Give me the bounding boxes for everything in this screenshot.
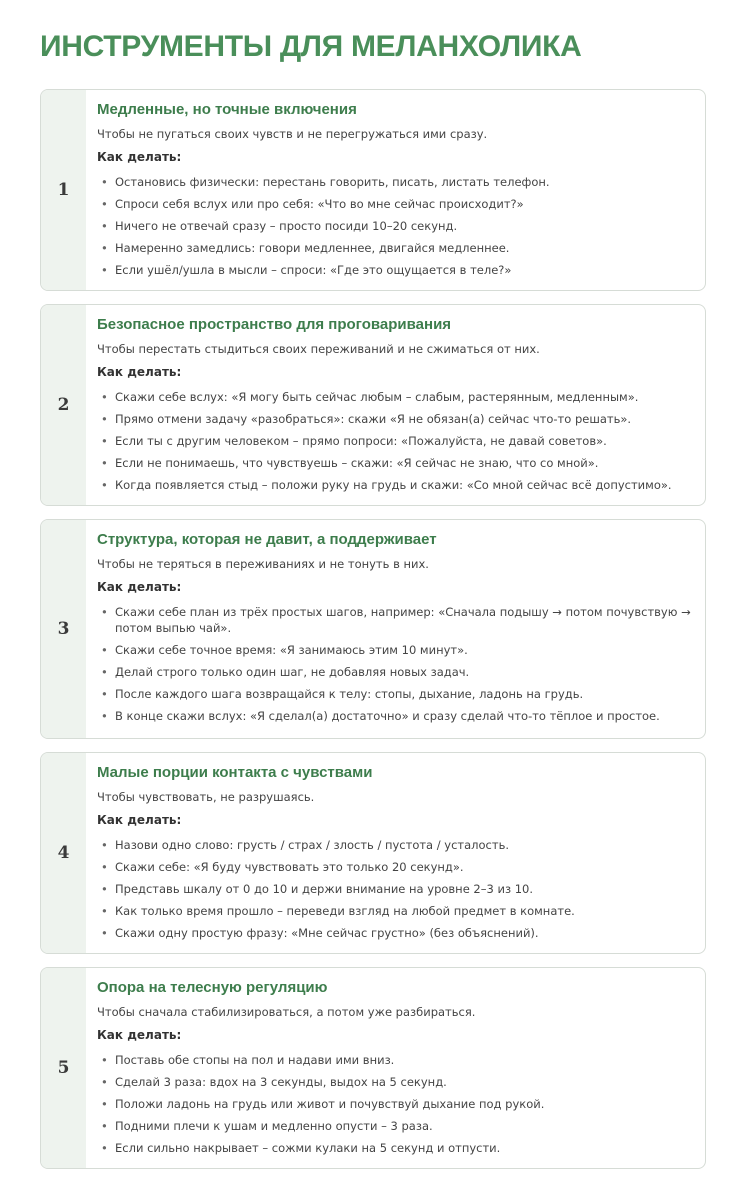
card-subtitle: Чтобы чувствовать, не разрушаясь. xyxy=(97,790,315,804)
step-item: • Если не понимаешь, что чувствуешь – скажи: «Я сейчас не знаю, что со мной». xyxy=(97,455,672,471)
steps-list xyxy=(97,1052,544,1162)
steps-list xyxy=(97,389,672,499)
step-item: • Когда появляется стыд – положи руку на грудь и скажи: «Со мной сейчас всё допустимо». xyxy=(97,477,672,493)
card-number-column xyxy=(41,520,86,738)
howto-label: Как делать: xyxy=(97,580,182,594)
step-item: • Как только время прошло – переведи взгляд на любой предмет в комнате. xyxy=(97,903,575,919)
card-number: 4 xyxy=(57,843,70,863)
card-4 xyxy=(40,752,706,954)
step-item: • Если ушёл/ушла в мысли – спроси: «Где это ощущается в теле?» xyxy=(97,262,550,278)
card-title: Безопасное пространство для проговаривания xyxy=(97,316,452,333)
card-number: 5 xyxy=(57,1058,70,1078)
howto-label: Как делать: xyxy=(97,150,182,164)
howto-label: Как делать: xyxy=(97,813,182,827)
step-item: • Сделай 3 раза: вдох на 3 секунды, выдох на 5 секунд. xyxy=(97,1074,544,1090)
card-number-column xyxy=(41,305,86,505)
card-2 xyxy=(40,304,706,506)
card-number-column xyxy=(41,753,86,953)
step-item: • Остановись физически: перестань говорить, писать, листать телефон. xyxy=(97,174,550,190)
card-number-column xyxy=(41,968,86,1168)
step-item: • Намеренно замедлись: говори медленнее, двигайся медленнее. xyxy=(97,240,550,256)
step-item: • Скажи себе план из трёх простых шагов, например: «Сначала подышу → потом почувствую → потом выпью чай». xyxy=(97,604,700,636)
step-item: • В конце скажи вслух: «Я сделал(а) достаточно» и сразу сделай что-то тёплое и простое. xyxy=(97,708,700,724)
card-5 xyxy=(40,967,706,1169)
steps-list xyxy=(97,837,575,947)
card-subtitle: Чтобы не теряться в переживаниях и не тонуть в них. xyxy=(97,557,429,571)
step-item: • Спроси себя вслух или про себя: «Что во мне сейчас происходит?» xyxy=(97,196,550,212)
step-item: • Представь шкалу от 0 до 10 и держи внимание на уровне 2–3 из 10. xyxy=(97,881,575,897)
step-item: • Делай строго только один шаг, не добавляя новых задач. xyxy=(97,664,700,680)
step-item: • После каждого шага возвращайся к телу: стопы, дыхание, ладонь на грудь. xyxy=(97,686,700,702)
steps-list xyxy=(97,604,700,730)
card-1 xyxy=(40,89,706,291)
step-item: • Скажи одну простую фразу: «Мне сейчас грустно» (без объяснений). xyxy=(97,925,575,941)
step-item: • Скажи себе вслух: «Я могу быть сейчас любым – слабым, растерянным, медленным». xyxy=(97,389,672,405)
howto-label: Как делать: xyxy=(97,1028,182,1042)
card-subtitle: Чтобы сначала стабилизироваться, а потом уже разбираться. xyxy=(97,1005,476,1019)
step-item: • Ничего не отвечай сразу – просто посиди 10–20 секунд. xyxy=(97,218,550,234)
card-title: Структура, которая не давит, а поддерживает xyxy=(97,531,437,548)
card-number: 1 xyxy=(57,180,70,200)
step-item: • Положи ладонь на грудь или живот и почувствуй дыхание под рукой. xyxy=(97,1096,544,1112)
step-item: • Если ты с другим человеком – прямо попроси: «Пожалуйста, не давай советов». xyxy=(97,433,672,449)
card-number-column xyxy=(41,90,86,290)
card-subtitle: Чтобы не пугаться своих чувств и не перегружаться ими сразу. xyxy=(97,127,488,141)
card-number: 2 xyxy=(57,395,70,415)
step-item: • Скажи себе: «Я буду чувствовать это только 20 секунд». xyxy=(97,859,575,875)
card-3 xyxy=(40,519,706,739)
steps-list xyxy=(97,174,550,284)
step-item: • Подними плечи к ушам и медленно опусти – 3 раза. xyxy=(97,1118,544,1134)
card-subtitle: Чтобы перестать стыдиться своих переживаний и не сжиматься от них. xyxy=(97,342,540,356)
step-item: • Скажи себе точное время: «Я занимаюсь этим 10 минут». xyxy=(97,642,700,658)
page-title: ИНСТРУМЕНТЫ ДЛЯ МЕЛАНХОЛИКА xyxy=(40,30,582,63)
howto-label: Как делать: xyxy=(97,365,182,379)
card-title: Малые порции контакта с чувствами xyxy=(97,764,373,781)
step-item: • Прямо отмени задачу «разобраться»: скажи «Я не обязан(а) сейчас что-то решать». xyxy=(97,411,672,427)
step-item: • Если сильно накрывает – сожми кулаки на 5 секунд и отпусти. xyxy=(97,1140,544,1156)
card-number: 3 xyxy=(57,619,70,639)
step-item: • Поставь обе стопы на пол и надави ими вниз. xyxy=(97,1052,544,1068)
step-item: • Назови одно слово: грусть / страх / злость / пустота / усталость. xyxy=(97,837,575,853)
card-title: Медленные, но точные включения xyxy=(97,101,357,118)
card-title: Опора на телесную регуляцию xyxy=(97,979,328,996)
